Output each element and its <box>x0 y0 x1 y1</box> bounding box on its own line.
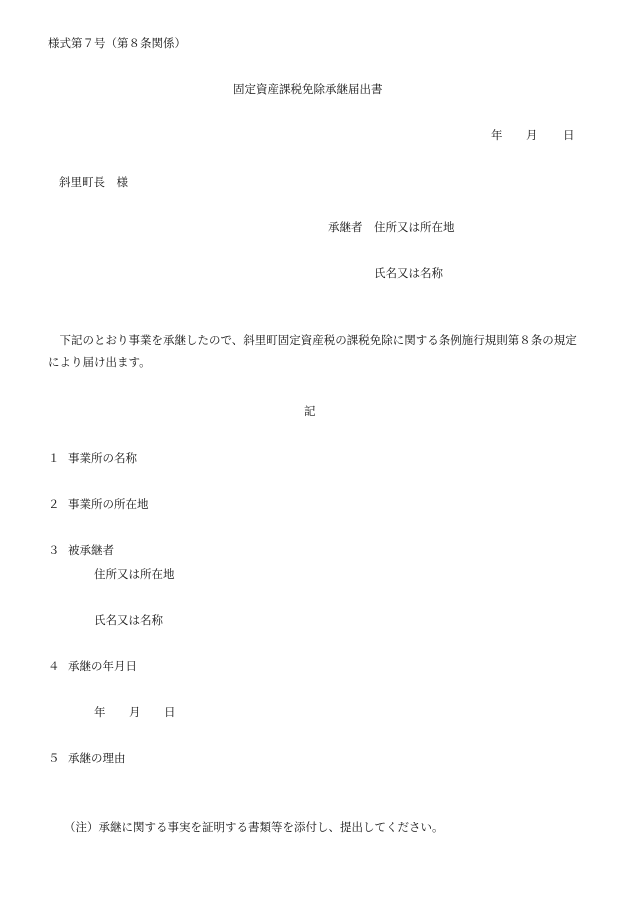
ki-heading: 記 <box>304 404 316 418</box>
predecessor-address-label: 住所又は所在地 <box>94 567 175 581</box>
list-item <box>48 499 149 511</box>
document-title: 固定資産課税免除承継届出書 <box>233 82 383 96</box>
succession-year-label: 年 <box>94 705 106 719</box>
succession-day-label: 日 <box>164 705 176 719</box>
date-year-label: 年 <box>491 128 503 142</box>
form-number: 様式第７号（第８条関係） <box>48 36 186 50</box>
item-label: 事業所の所在地 <box>68 497 149 511</box>
item-label: 事業所の名称 <box>68 451 137 465</box>
list-item <box>48 453 137 465</box>
applicant-label: 承継者 <box>328 220 363 234</box>
date-month-label: 月 <box>526 128 538 142</box>
item-number: ２ <box>48 497 60 511</box>
list-item <box>48 753 126 765</box>
footnote: （注）承継に関する事実を証明する書類等を添付し、提出してください。 <box>64 820 444 834</box>
item-number: ３ <box>48 543 60 557</box>
predecessor-name-label: 氏名又は名称 <box>94 613 163 627</box>
item-label: 被承継者 <box>68 543 114 557</box>
applicant-address-label: 住所又は所在地 <box>374 220 455 234</box>
list-item <box>48 661 137 673</box>
item-label: 承継の理由 <box>68 751 126 765</box>
item-number: １ <box>48 451 60 465</box>
list-item <box>48 545 114 557</box>
succession-month-label: 月 <box>129 705 141 719</box>
item-number: ４ <box>48 659 60 673</box>
date-day-label: 日 <box>563 128 575 142</box>
applicant-name-label: 氏名又は名称 <box>374 266 443 280</box>
item-label: 承継の年月日 <box>68 659 137 673</box>
addressee: 斜里町長 様 <box>59 175 128 189</box>
body-paragraph: 下記のとおり事業を承継したので、斜里町固定資産税の課税免除に関する条例施行規則第８条の規定により届け出ます。 <box>48 333 577 369</box>
item-number: ５ <box>48 751 60 765</box>
